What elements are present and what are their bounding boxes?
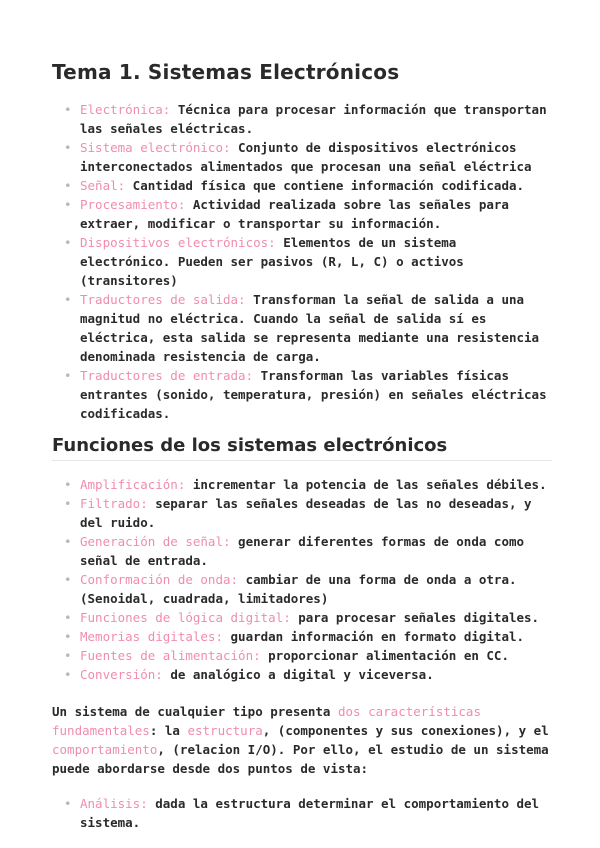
term: Funciones de lógica digital:	[80, 610, 291, 625]
document-page	[52, 60, 552, 832]
body-paragraph	[52, 702, 552, 778]
definition: cambiar de una forma de onda a otra. (Senoidal, cuadrada, limitadores)	[80, 572, 517, 606]
list-item	[52, 138, 552, 176]
list-item	[52, 570, 552, 608]
list-item	[52, 794, 552, 832]
definition: generar diferentes formas de onda como señal de entrada.	[80, 534, 525, 568]
bullet-icon: •	[64, 496, 72, 511]
list-item	[52, 290, 552, 366]
bullet-icon: •	[64, 292, 72, 307]
definition: guardan información en formato digital.	[223, 629, 525, 644]
list-item	[52, 532, 552, 570]
term: Traductores de entrada:	[80, 368, 254, 383]
term: Filtrado:	[80, 496, 148, 511]
bullet-icon: •	[64, 197, 72, 212]
bullet-icon: •	[64, 368, 72, 383]
term: Traductores de salida:	[80, 292, 246, 307]
bullet-icon: •	[64, 178, 72, 193]
bullet-icon: •	[64, 648, 72, 663]
term: Generación de señal:	[80, 534, 231, 549]
list-item	[52, 176, 552, 195]
definition: Transforman la señal de salida a una magnitud no eléctrica. Cuando la señal de salida sí es eléctrica, esta salida se representa mediante una resistencia denominada resistencia de carga.	[80, 292, 540, 364]
list-item	[52, 195, 552, 233]
definition: de analógico a digital y viceversa.	[162, 667, 434, 682]
bullet-icon: •	[64, 610, 72, 625]
highlight: dos características fundamentales	[52, 704, 481, 738]
bullet-icon: •	[64, 534, 72, 549]
list-item	[52, 475, 552, 494]
term: Amplificación:	[80, 477, 186, 492]
bullet-icon: •	[64, 796, 72, 811]
definition: Actividad realizada sobre las señales para extraer, modificar o transportar su información.	[80, 197, 509, 231]
paragraph-text: Un sistema de cualquier tipo presenta	[52, 704, 338, 719]
page-title: Tema 1. Sistemas Electrónicos	[52, 60, 400, 84]
definition: separar las señales deseadas de las no deseadas, y del ruido.	[80, 496, 532, 530]
list-item	[52, 494, 552, 532]
term: Sistema electrónico:	[80, 140, 231, 155]
term: Conversión:	[80, 667, 163, 682]
highlight: estructura	[187, 723, 263, 738]
list-item	[52, 665, 552, 684]
bullet-icon: •	[64, 235, 72, 250]
term: Fuentes de alimentación:	[80, 648, 261, 663]
bullet-icon: •	[64, 667, 72, 682]
definitions-list	[52, 100, 552, 423]
definition: Cantidad física que contiene información codificada.	[125, 178, 525, 193]
definition: incrementar la potencia de las señales débiles.	[185, 477, 547, 492]
bullet-icon: •	[64, 572, 72, 587]
definition: Elementos de un sistema electrónico. Pueden ser pasivos (R, L, C) o activos (transitores)	[80, 235, 464, 288]
analysis-list	[52, 794, 552, 832]
definition: Transforman las variables físicas entrantes (sonido, temperatura, presión) en señales eléctricas codificadas.	[80, 368, 547, 421]
term: Análisis:	[80, 796, 148, 811]
highlight: comportamiento	[52, 742, 158, 757]
bullet-icon: •	[64, 102, 72, 117]
term: Dispositivos electrónicos:	[80, 235, 276, 250]
section-heading: Funciones de los sistemas electrónicos	[52, 435, 552, 461]
term: Procesamiento:	[80, 197, 186, 212]
definition: Técnica para procesar información que transportan las señales eléctricas.	[80, 102, 547, 136]
term: Memorias digitales:	[80, 629, 223, 644]
list-item	[52, 366, 552, 423]
definition: Conjunto de dispositivos electrónicos interconectados alimentados que procesan una señal eléctrica	[80, 140, 532, 174]
paragraph-text: : la	[149, 723, 188, 738]
definition: para procesar señales digitales.	[290, 610, 540, 625]
list-item	[52, 627, 552, 646]
definition: dada la estructura determinar el comportamiento del sistema.	[80, 796, 540, 830]
list-item	[52, 646, 552, 665]
paragraph-text: , (componentes y sus conexiones), y el	[262, 723, 549, 738]
bullet-icon: •	[64, 629, 72, 644]
list-item	[52, 100, 552, 138]
bullet-icon: •	[64, 140, 72, 155]
paragraph-text: , (relacion I/O). Por ello, el estudio de un sistema puede abordarse desde dos puntos de vista:	[52, 742, 549, 776]
list-item	[52, 233, 552, 290]
definition: proporcionar alimentación en CC.	[260, 648, 509, 663]
functions-list	[52, 475, 552, 684]
term: Electrónica:	[80, 102, 171, 117]
term: Conformación de onda:	[80, 572, 239, 587]
list-item	[52, 608, 552, 627]
term: Señal:	[80, 178, 126, 193]
bullet-icon: •	[64, 477, 72, 492]
